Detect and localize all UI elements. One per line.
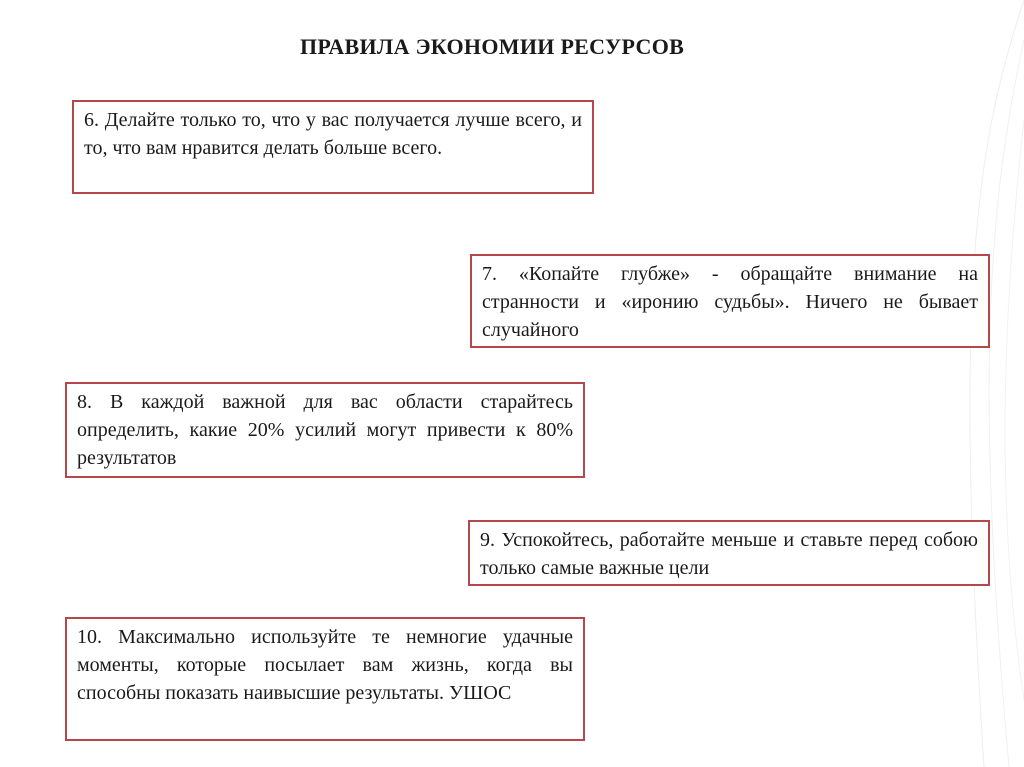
rule-box-9: 9. Успокойтесь, работайте меньше и ставьте перед собою только самые важные цели bbox=[468, 520, 990, 586]
rule-box-10: 10. Максимально используйте те немногие удачные моменты, которые посылает вам жизнь, когда вы способны показать наивысшие результаты. УШОС bbox=[65, 617, 585, 741]
rule-box-8: 8. В каждой важной для вас области старайтесь определить, какие 20% усилий могут привести к 80% результатов bbox=[65, 382, 585, 478]
decorative-curves bbox=[914, 0, 1024, 767]
page-title: ПРАВИЛА ЭКОНОМИИ РЕСУРСОВ bbox=[300, 34, 685, 59]
rule-box-6: 6. Делайте только то, что у вас получается лучше всего, и то, что вам нравится делать больше всего. bbox=[72, 100, 594, 194]
rule-box-7: 7. «Копайте глубже» - обращайте внимание на странности и «иронию судьбы». Ничего не бывает случайного bbox=[470, 254, 990, 348]
